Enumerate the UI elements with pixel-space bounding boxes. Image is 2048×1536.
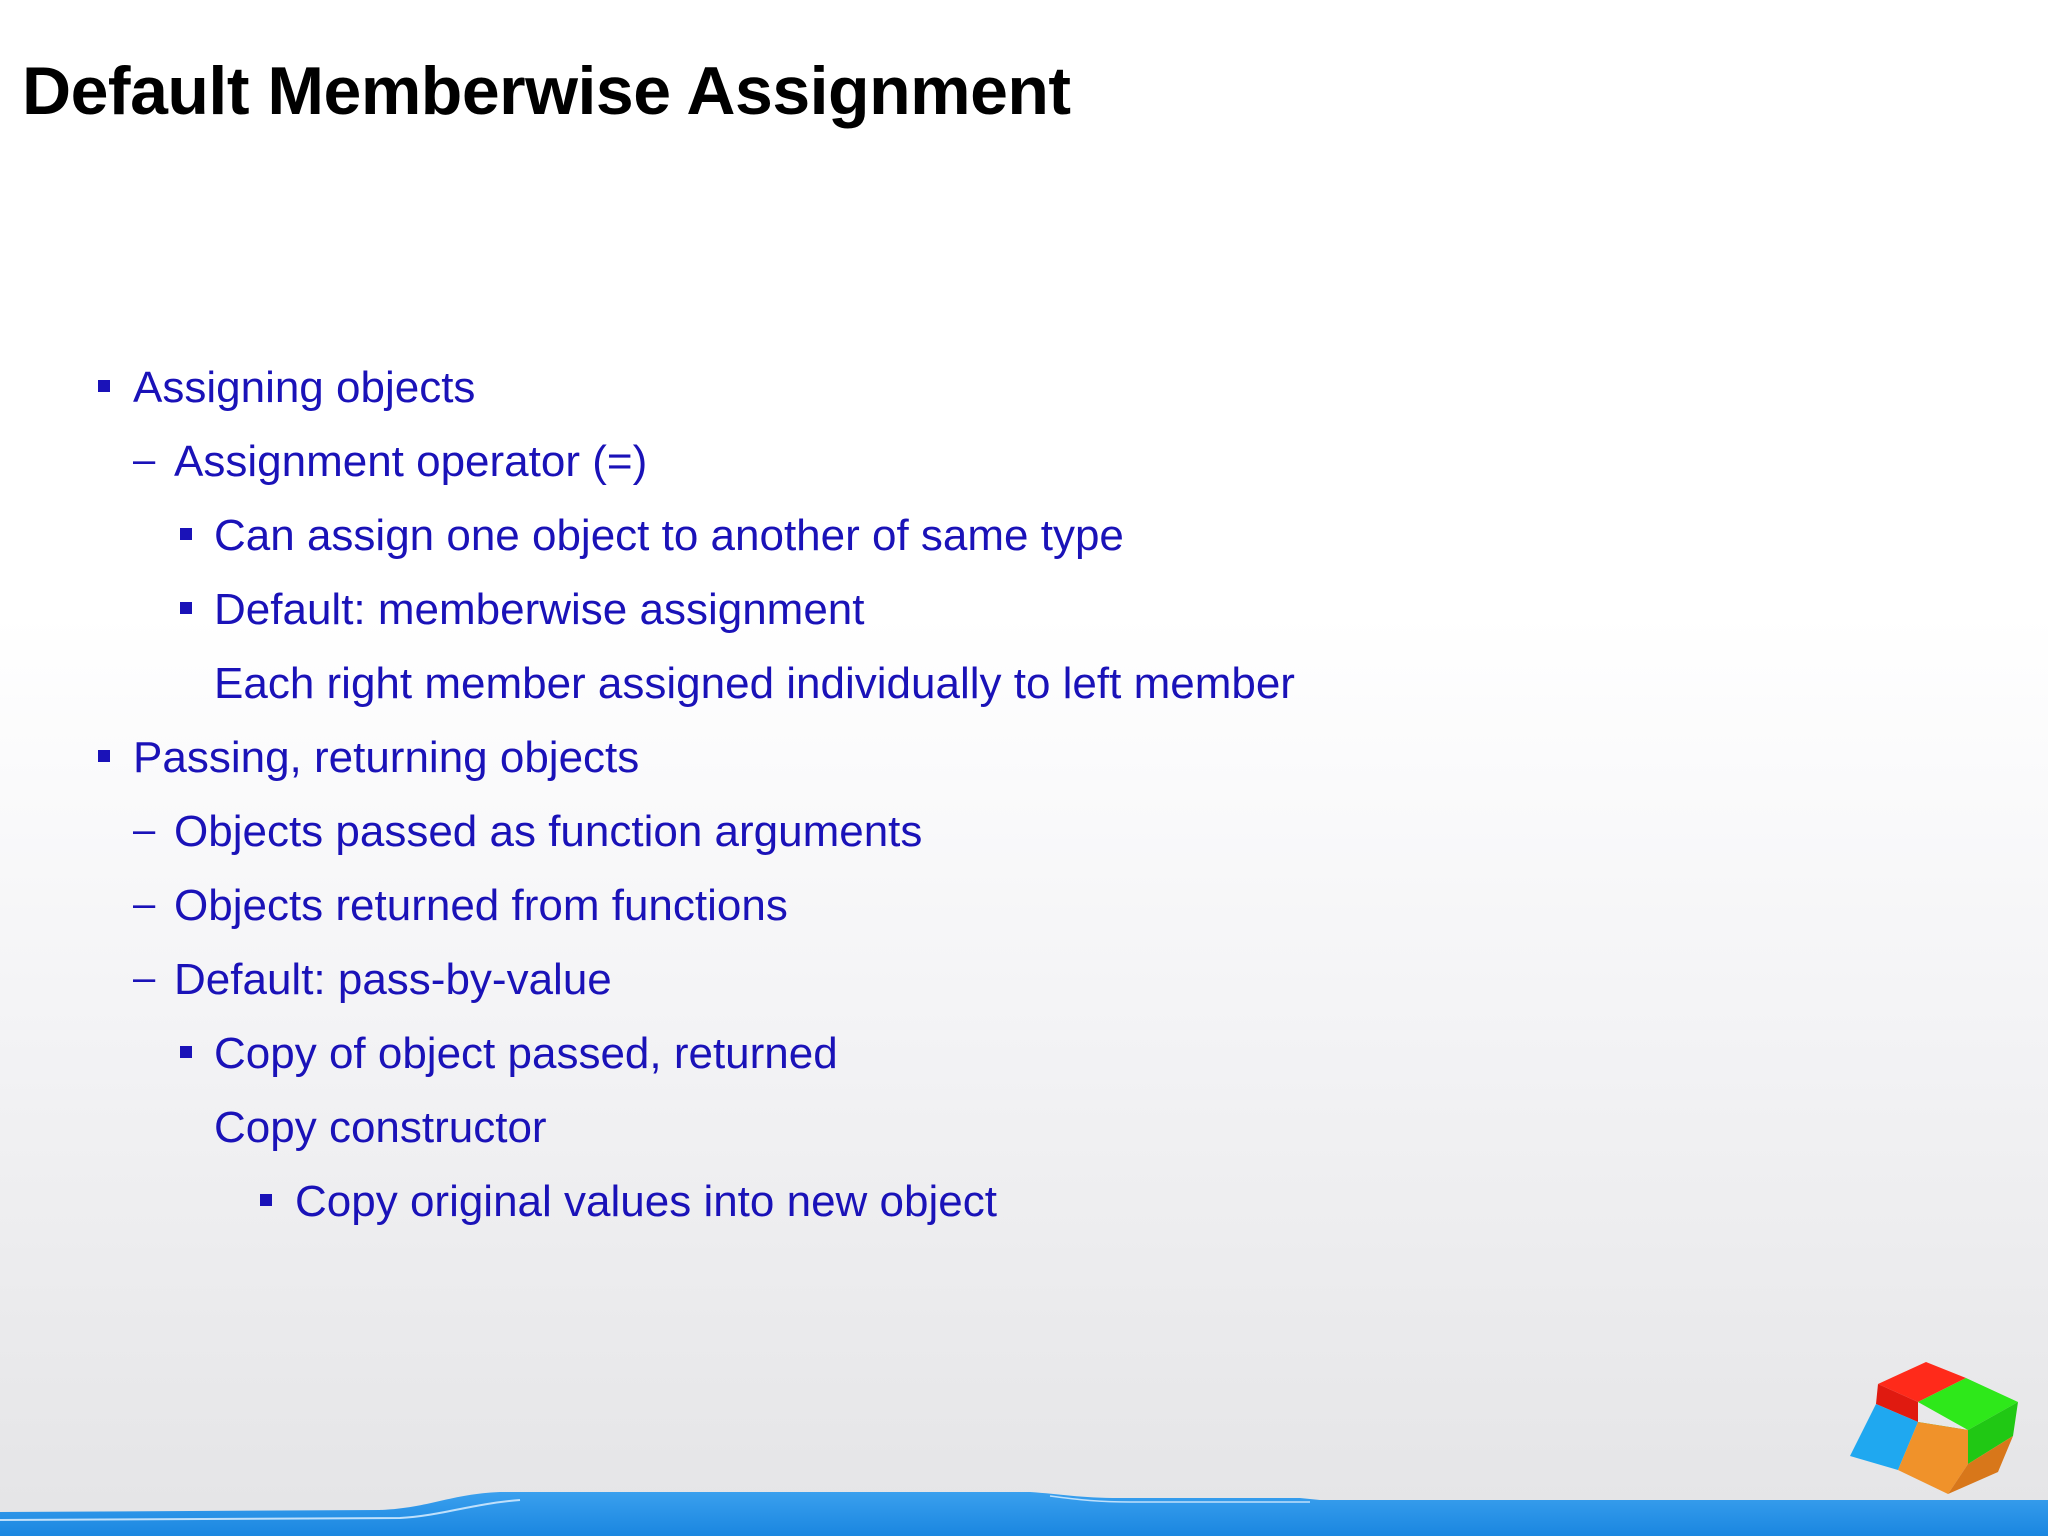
dash-bullet-icon: –	[133, 808, 156, 852]
bullet-item: Default: memberwise assignment	[214, 585, 865, 634]
bottom-wave-bar	[0, 1488, 2048, 1536]
dash-bullet-icon: –	[133, 882, 156, 926]
square-bullet-icon	[98, 380, 110, 392]
bullet-item: Passing, returning objects	[133, 733, 640, 782]
bullet-item: Copy constructor	[214, 1103, 547, 1152]
bullet-item: Assignment operator (=)	[174, 437, 648, 486]
square-bullet-icon	[180, 528, 192, 540]
square-bullet-icon	[180, 1046, 192, 1058]
square-bullet-icon	[260, 1194, 272, 1206]
square-bullet-icon	[180, 602, 192, 614]
square-bullet-icon	[98, 750, 110, 762]
bullet-item: Objects passed as function arguments	[174, 807, 923, 856]
bullet-item: Objects returned from functions	[174, 881, 788, 930]
colored-cube-icon	[1838, 1344, 2038, 1514]
bullet-item: Can assign one object to another of same type	[214, 511, 1124, 560]
slide-title: Default Memberwise Assignment	[22, 53, 1071, 129]
bullet-item: Copy of object passed, returned	[214, 1029, 838, 1078]
dash-bullet-icon: –	[133, 438, 156, 482]
bullet-item: Assigning objects	[133, 363, 476, 412]
bullet-item: Default: pass-by-value	[174, 955, 612, 1004]
bullet-item: Each right member assigned individually to left member	[214, 659, 1295, 708]
dash-bullet-icon: –	[133, 956, 156, 1000]
bullet-item: Copy original values into new object	[295, 1177, 997, 1226]
